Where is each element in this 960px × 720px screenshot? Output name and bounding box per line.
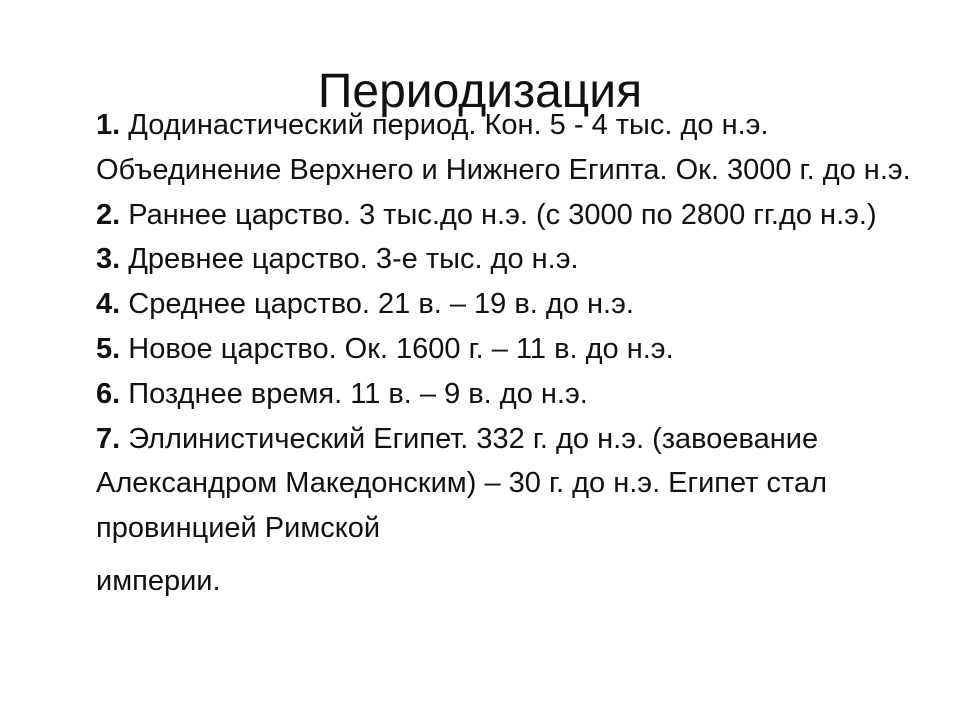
item-text: Новое царство. Ок. 1600 г. – 11 в. до н.э. — [120, 332, 674, 365]
list-item-4 — [96, 282, 916, 327]
item-text: Додинастический период. Кон. 5 - 4 тыс. до н.э. Объединение Верхнего и Нижнего Египта. Ок. 3000 г. до н.э. — [96, 109, 911, 186]
item-number: 6. — [96, 377, 121, 410]
item-number: 7. — [96, 422, 121, 455]
item-number: 4. — [96, 288, 121, 321]
list-item-7 — [96, 417, 916, 551]
list-item-5 — [96, 327, 916, 372]
list-item-3 — [96, 237, 916, 282]
list-item-1 — [96, 103, 916, 193]
slide-title: Периодизация — [317, 65, 643, 119]
item-number: 2. — [96, 198, 121, 231]
item-number: 1. — [96, 109, 121, 141]
item-text: Эллинистический Египет. 332 г. до н.э. (завоевание Александром Македонским) – 30 г. до н.э. Египет стал провинцией Римской — [96, 422, 828, 545]
item-number: 3. — [96, 243, 121, 276]
periodization-list — [96, 103, 916, 604]
item-text: Среднее царство. 21 в. – 19 в. до н.э. — [120, 288, 634, 321]
item-number: 5. — [96, 332, 121, 365]
list-item-6 — [96, 372, 916, 417]
list-item-7-tail: империи. — [96, 564, 221, 597]
item-text: Позднее время. 11 в. – 9 в. до н.э. — [120, 377, 588, 410]
list-item-2 — [96, 193, 916, 238]
item-text: Древнее царство. 3-е тыс. до н.э. — [120, 243, 579, 276]
item-text: Раннее царство. 3 тыс.до н.э. (с 3000 по 2800 гг.до н.э.) — [120, 198, 877, 231]
